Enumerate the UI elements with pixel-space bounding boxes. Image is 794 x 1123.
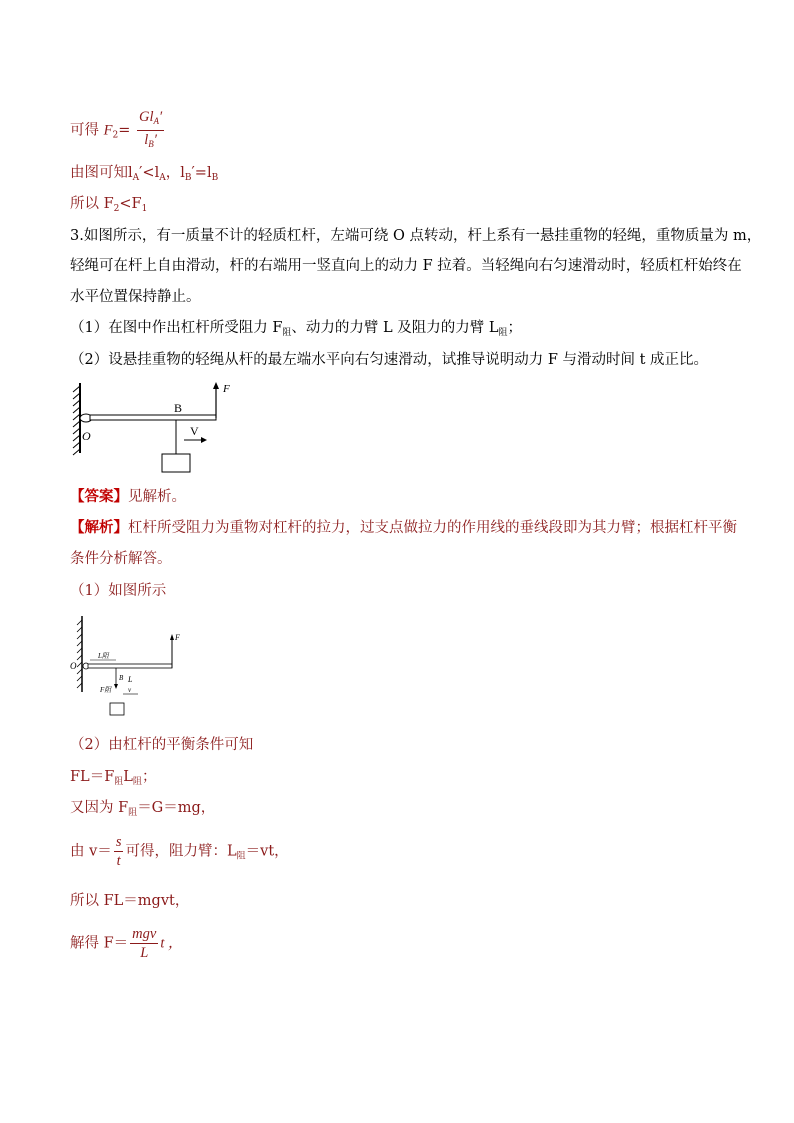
fig2-label-lz: L阻 — [98, 652, 109, 660]
fraction-numerator: $Gl_A'$ — [137, 108, 164, 131]
solution-eq3: 由 v＝ $\frac{s}{t}$ 可得，阻力臂：$L_阻=vt$， — [70, 834, 289, 869]
formula-prefix: 可得 — [70, 122, 99, 139]
analysis-bracket: 【解析】 — [70, 519, 128, 536]
eq3-fraction: $\frac{s}{t}$ — [115, 834, 122, 869]
formula-lhs-sub: 2 — [112, 130, 119, 141]
solution-eq2: 又因为 $F_阻=G=mg$， — [70, 800, 216, 818]
fig2-label-o: O — [70, 661, 77, 671]
formula-fraction — [137, 108, 164, 153]
eq5-fraction: $\frac{\text{mgv}}{L}$ — [132, 926, 157, 961]
solution-eq5: 解得 F＝ $\frac{\text{mgv}}{L}$ t ， — [70, 926, 183, 961]
line-from-figure: 由图可知$l_A'<l_A$，$l_B'=l_B$ — [70, 165, 219, 183]
fig2-weight — [110, 703, 124, 715]
formula-lhs: F — [103, 122, 113, 139]
problem-line-2: 轻绳可在杆上自由滑动，杆的右端用一竖直向上的动力 F 拉着。当轻绳向右匀速滑动时，轻质杠杆始终在 — [70, 258, 742, 274]
solution-p2: （2）由杠杆的平衡条件可知 — [70, 737, 254, 753]
problem-line-1: 3.如图所示，有一质量不计的轻质杠杆，左端可绕 O 点转动，杆上系有一悬挂重物的轻绳，重物质量为 m， — [70, 228, 762, 244]
velocity-arrow-head — [201, 437, 207, 443]
lever-diagram — [68, 378, 248, 478]
label-b: B — [174, 401, 183, 415]
weight-box — [162, 454, 190, 472]
problem-line-3: 水平位置保持静止。 — [70, 289, 201, 305]
label-f: F — [223, 383, 230, 395]
answer-bracket: 【答案】 — [70, 488, 128, 505]
fig2-label-l: L — [128, 675, 133, 684]
formula-eq: = — [118, 122, 131, 139]
lever-bar — [90, 415, 216, 420]
solution-eq4: 所以 FL＝mgvt， — [70, 893, 190, 909]
answer-text: 见解析。 — [128, 489, 186, 505]
fig2-rope-arrow — [114, 684, 118, 689]
solution-diagram — [68, 612, 188, 722]
analysis-line-1: 【解析】杠杆所受阻力为重物对杠杆的拉力，过支点做拉力的作用线的垂线段即为其力臂；根据杠杆平衡 — [70, 519, 737, 536]
solution-eq1: $FL=F_阻L_阻$； — [70, 769, 157, 787]
question-2: （2）设悬挂重物的轻绳从杆的最左端水平向右匀速滑动，试推导说明动力 F 与滑动时间 t 成正比。 — [70, 352, 709, 368]
analysis-p1: （1）如图所示 — [70, 583, 167, 599]
fig2-label-b: B — [119, 674, 124, 682]
formula-f2 — [70, 108, 166, 153]
line-conclusion: 所以 $F_2<F_1$ — [70, 196, 148, 214]
label-o: O — [82, 429, 91, 443]
label-v: V — [190, 424, 199, 438]
wall-2 — [77, 616, 82, 692]
question-1: （1）在图中作出杠杆所受阻力 $F_阻$、动力的力臂 L 及阻力的力臂 $L_阻$； — [70, 320, 523, 338]
analysis-line-2: 条件分析解答。 — [70, 551, 172, 567]
wall — [73, 383, 80, 455]
fraction-denominator: $l_B'$ — [144, 132, 157, 149]
fig2-label-fz: F阻 — [100, 686, 112, 694]
lever-bar-2 — [88, 664, 172, 668]
arrow-head — [213, 382, 219, 389]
fig2-arrow-head — [170, 634, 174, 640]
fig2-label-v: v — [128, 686, 132, 694]
answer-line — [70, 487, 186, 507]
fig2-label-f: F — [175, 633, 180, 642]
